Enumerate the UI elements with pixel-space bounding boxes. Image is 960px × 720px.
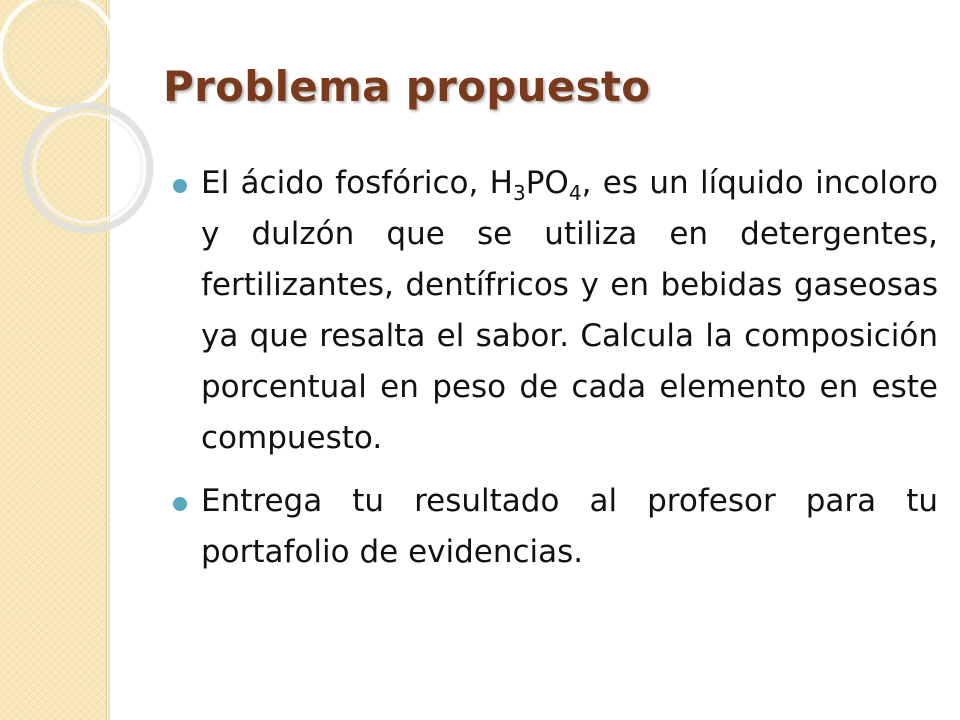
formula-element-h: H	[489, 165, 513, 201]
decorative-divider	[108, 0, 110, 720]
bullet-item-instruction	[170, 476, 938, 578]
bullet-list	[170, 158, 938, 590]
problem-text-end: , es un líquido incoloro y dulzón que se utiliza en detergentes, fertilizantes, dentífricos y en bebidas gaseosas ya que resalta el sabor. Calcula la composición porcentual en peso de cada elemento en este compuesto.	[201, 165, 938, 456]
formula-subscript-4: 4	[568, 181, 582, 205]
decorative-side-panel	[0, 0, 107, 720]
slide-title: Problema propuesto	[163, 62, 651, 111]
bullet-dot-icon	[173, 179, 187, 193]
formula-subscript-3: 3	[512, 181, 526, 205]
chemical-formula	[489, 165, 582, 205]
problem-text-start: El ácido fosfórico,	[201, 165, 490, 201]
bullet-item-problem	[170, 158, 938, 464]
instruction-text: Entrega tu resultado al profesor para tu portafolio de evidencias.	[201, 483, 938, 570]
bullet-dot-icon	[173, 497, 187, 511]
formula-element-po: PO	[525, 165, 569, 201]
